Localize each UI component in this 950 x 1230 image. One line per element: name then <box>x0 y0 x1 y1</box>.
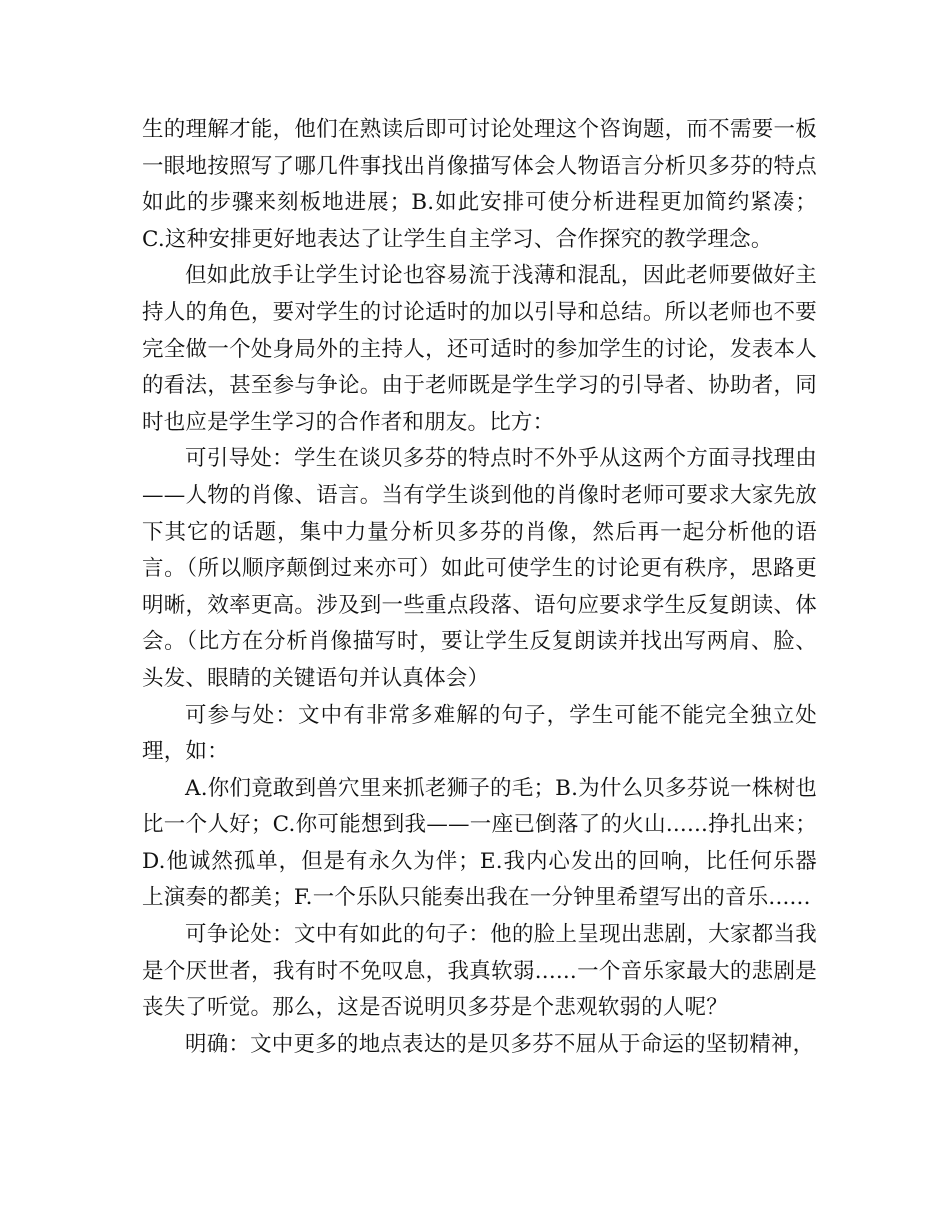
paragraph-teacher-role: 但如此放手让学生讨论也容易流于浅薄和混乱，因此老师要做好主持人的角色，要对学生的讨论适时的加以引导和总结。所以老师也不要完全做一个处身局外的主持人，还可适时的参加学生的讨论，发表本人的看法，甚至参与争论。由于老师既是学生学习的引导者、协助者，同时也应是学生学习的合作者和朋友。比方： <box>142 263 817 435</box>
paragraph-debate-point: 可争论处：文中有如此的句子：他的脸上呈现出悲剧，大家都当我是个厌世者，我有时不免叹息，我真软弱......一个音乐家最大的悲剧是丧失了听觉。那么，这是否说明贝多芬是个悲观软弱的人呢？ <box>142 922 817 1021</box>
paragraph-guidance-point: 可引导处：学生在谈贝多芬的特点时不外乎从这两个方面寻找理由——人物的肖像、语言。当有学生谈到他的肖像时老师可要求大家先放下其它的话题，集中力量分析贝多芬的肖像，然后再一起分析他的语言。（所以顺序颠倒过来亦可）如此可使学生的讨论更有秩序，思路更明晰，效率更高。涉及到一些重点段落、语句应要求学生反复朗读、体会。（比方在分析肖像描写时，要让学生反复朗读并找出写两肩、脸、头发、眼睛的关键语句并认真体会） <box>142 446 817 691</box>
paragraph-difficult-sentences: A.你们竟敢到兽穴里来抓老狮子的毛；B.为什么贝多芬说一株树也比一个人好；C.你可能想到我——一座已倒落了的火山......挣扎出来；D.他诚然孤单，但是有永久为伴；E.我内心发出的回响，比任何乐器上演奏的都美；F.一个乐队只能奏出我在一分钟里希望写出的音乐...... <box>142 775 817 911</box>
paragraph-continuation: 生的理解才能，他们在熟读后即可讨论处理这个咨询题，而不需要一板一眼地按照写了哪几件事找出肖像描写体会人物语言分析贝多芬的特点如此的步骤来刻板地进展；B.如此安排可使分析进程更加简约紧凑；C.这种安排更好地表达了让学生自主学习、合作探究的教学理念。 <box>142 117 817 252</box>
paragraph-participation-point: 可参与处：文中有非常多难解的句子，学生可能不能完全独立处理，如： <box>142 702 817 765</box>
document-body <box>142 112 817 1063</box>
paragraph-clarification: 明确：文中更多的地点表达的是贝多芬不屈从于命运的坚韧精神， <box>185 1031 815 1057</box>
